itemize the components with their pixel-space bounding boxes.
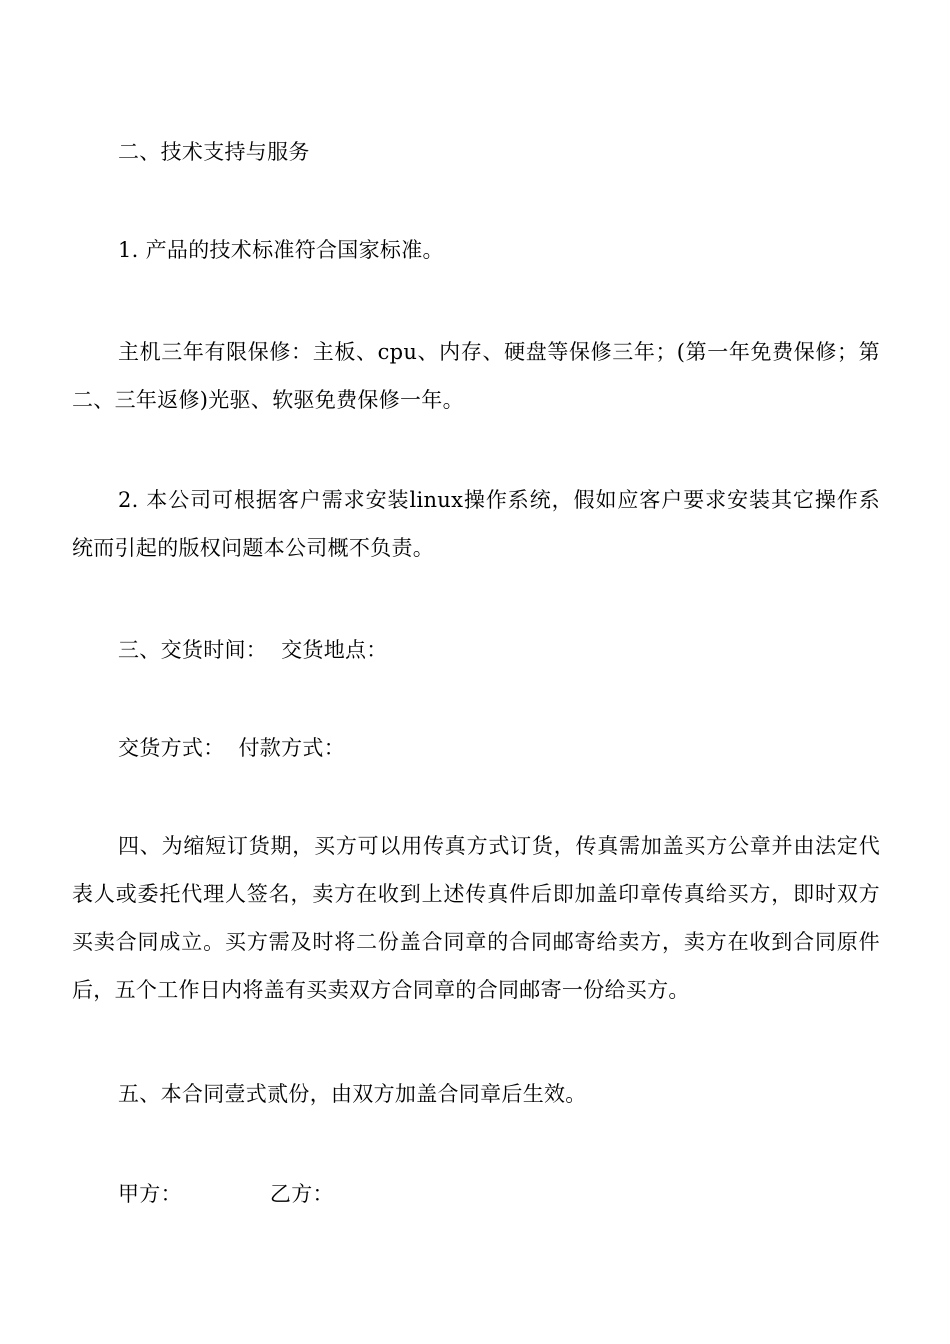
item-2-paragraph: 2. 本公司可根据客户需求安装linux操作系统，假如应客户要求安装其它操作系统而引起的版权问题本公司概不负责。 (72, 488, 880, 560)
payment-method-label: 付款方式： (238, 736, 345, 760)
item-1-paragraph: 1. 产品的技术标准符合国家标准。 (118, 238, 444, 262)
section-4-paragraph: 四、为缩短订货期，买方可以用传真方式订货，传真需加盖买方公章并由法定代表人或委托代理人签名，卖方在收到上述传真件后即加盖印章传真给买方，即时双方买卖合同成立。买方需及时将二份盖合同章的合同邮寄给卖方，卖方在收到合同原件后，五个工作日内将盖有买卖双方合同章的合同邮寄一份给买方。 (72, 834, 880, 1002)
section-2-heading: 二、技术支持与服务 (118, 140, 310, 164)
signature-line (118, 1170, 334, 1218)
delivery-place-label: 交货地点： (281, 638, 388, 662)
delivery-time-label: 三、交货时间： (118, 638, 268, 662)
delivery-method-line (118, 724, 345, 772)
party-a-label: 甲方： (118, 1182, 182, 1206)
party-b-label: 乙方： (269, 1182, 334, 1206)
delivery-method-label: 交货方式： (118, 736, 225, 760)
section-5-paragraph: 五、本合同壹式贰份，由双方加盖合同章后生效。 (118, 1082, 587, 1106)
delivery-time-line (118, 626, 388, 674)
warranty-paragraph: 主机三年有限保修：主板、cpu、内存、硬盘等保修三年；(第一年免费保修；第二、三年返修)光驱、软驱免费保修一年。 (72, 340, 880, 412)
